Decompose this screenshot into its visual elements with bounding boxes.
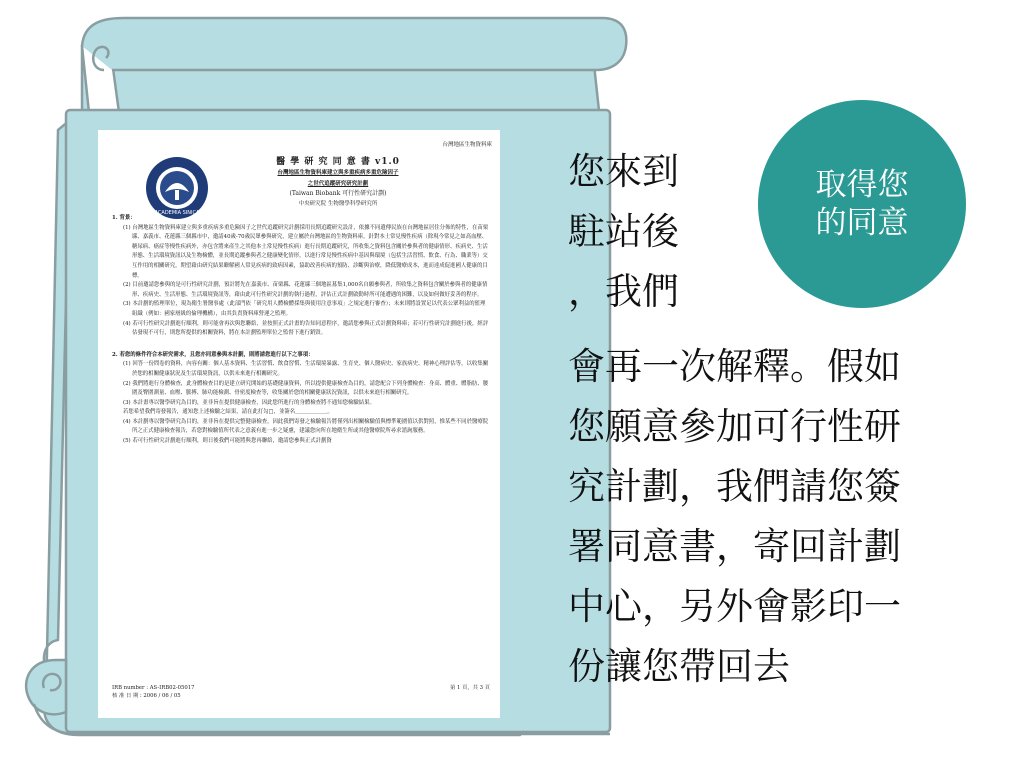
doc-corner-label: 台灣地區生物資料庫	[442, 142, 492, 148]
academia-sinica-seal	[145, 156, 209, 220]
body-line-9: 份讓您帶回去	[568, 645, 790, 688]
body-line-2: 駐站後	[568, 210, 679, 253]
procedure-item-3: (3) 本計畫專以醫學研究為目的，並非旨在提供健康檢查，因此您所進行的身體檢查將不通知您檢驗結果。	[123, 399, 375, 406]
procedure-item-4: (4) 本計劃專以醫學研究為目的，並非旨在提供完整健康檢查，因此我們寄發之檢驗報告將僅列出相關檢驗值與標準範圍值以供對照，惟某些不同於醫療院所之正式健康檢查報告，若您對檢驗值所代表之意義有進一步之疑慮，建議您向所在地衛生所或其他醫療院所尋求諮詢服務。	[123, 418, 489, 435]
procedure-item-3b: 若您希望我們寄發報告，通知您上述檢驗之結果，請在此打勾□，並簽名＿＿＿＿＿＿。	[123, 409, 333, 416]
badge-text: 取得您的同意	[815, 167, 909, 241]
consent-document	[98, 130, 500, 718]
doc-subtitle-2: 之世代追蹤研究研究計劃	[307, 181, 369, 187]
doc-title: 醫 學 研 究 同 意 書 v1.0	[276, 157, 400, 167]
procedure-item-2: (2) 我們將進行身體檢查，此身體檢查目的是建立研究開始的基礎健康資料，所以提供健康檢查為目的，請您配合下列身體檢查：身高、體重、體脂肪、腰圍及臀圍測量、血壓、脈搏、肺功能檢測、骨密度檢查等，收集關於您的相關健康狀況資訊，以供未來進行相關研究。	[123, 380, 489, 397]
doc-organization: 中央研究院 生物醫學科學研究所	[298, 201, 378, 207]
body-line-5: 您願意參加可行性研	[568, 405, 901, 448]
background-item-3: (3) 本計劃的監理單位，現為衛生署醫事處（此部門依「研究用人體檢體採集與使用注意事項」之規定進行審查）；未來則將設置足以代表公眾利益的監理組織（例如：國家層級的倫理機構），由其負責資料庫營運之監理。	[123, 301, 486, 317]
background-item-1: (1) 台灣地區生物資料庫建立與多重疾病多重危險因子之世代追蹤研究計劃採用長期追蹤研究設計，依據不同遺傳民族在台灣地區居住分佈的特性，在苗栗縣、嘉義市、花蓮縣三個縣市中，邀請40歲-70歲民眾參與研究，建立屬於台灣地區的生物資料庫，針對本土常見慢性疾病（除現今常見之如高血壓、糖尿病、癌症等慢性疾病外，亦包含將來產生之其他本土常見慢性疾病）進行長期追蹤研究，所收集之資料包含關於參與者的健康情形、疾病史、生活形態、生活環境資訊以及生物檢體，並長期追蹤參與者之健康變化情形，以進行常見慢性疾病中基因與環境（包括生活習慣、飲食、行為、職業等）交互作用的相關研究，期望藉由研究結果瞭解國人常見疾病的致病因素，協助改善疾病的預防、診斷與治療，降低醫療成本，進而達成促進國人健康的目標。	[123, 224, 489, 279]
consent-badge	[758, 100, 966, 308]
procedure-item-5: (5) 若可行性研究計劃進行順利，則日後我們可能將與您再聯絡，邀請您參與正式計劃資	[123, 438, 332, 445]
approval-date: 核 准 日 期 : 2006 / 06 / 05	[112, 692, 181, 699]
doc-subtitle-1: 台灣地區生物資料庫建立與多重疾病多重危險因子	[277, 170, 399, 176]
doc-footer	[112, 685, 490, 700]
body-line-7: 署同意書，寄回計劃	[568, 525, 901, 568]
page-number: 第 1 頁，共 3 頁	[450, 685, 490, 691]
seal-text: ACADEMIA SINICA	[154, 210, 200, 216]
background-item-2: (2) 目前邀請您參與的是可行性研究計劃，預計將先在嘉義市、苗栗縣、花蓮縣三個地區募集1,000名自願參與者，所收集之資料包含關於參與者的健康情形、疾病史、生活形態、生活環境資訊等，藉由此可行性研究計劃的執行過程，評估正式計劃啟動時所可能遭遇的困難，以及如何做好妥善的程序。	[123, 282, 488, 298]
doc-subtitle-3: (Taiwan Biobank 可行性研究計劃)	[289, 190, 387, 197]
body-line-3: ，我們	[568, 270, 679, 313]
body-line-1: 您來到	[568, 150, 679, 193]
body-line-4: 會再一次解釋。假如	[568, 345, 901, 388]
doc-body	[112, 212, 490, 447]
section-heading-background: 1. 背景：	[112, 215, 136, 221]
body-line-6: 究計劃，我們請您簽	[568, 465, 901, 508]
background-item-4: (4) 若可行性研究計劃進行順利，則可能會再次與您聯絡，並按照正式計畫的告知同意程序，邀請您參與正式計劃資料庫；若可行性研究計劃進行後，經評估發現不可行，則您所提供的相關資料，將在本計劃監理單位之監督下進行銷毀。	[123, 320, 489, 337]
body-line-8: 中心，另外會影印一	[568, 585, 901, 628]
section-heading-procedures: 2. 若您的條件符合本研究需求，且您亦同意參與本計劃，則將請您進行以下之事項：	[112, 351, 314, 358]
irb-number: IRB number : AS-IRB02-05017	[112, 685, 195, 691]
procedure-item-1: (1) 回答一份問卷的資料，內容有關：個人基本資料、生活習慣、飲食習慣、生活環境暴露、生育史、個人醫病史、家族病史、精神心理評估等，以收集關於您的相關健康狀況及生活環境資訊，以供未來進行相關研究。	[123, 361, 489, 377]
scroll-top-roll	[82, 18, 626, 70]
